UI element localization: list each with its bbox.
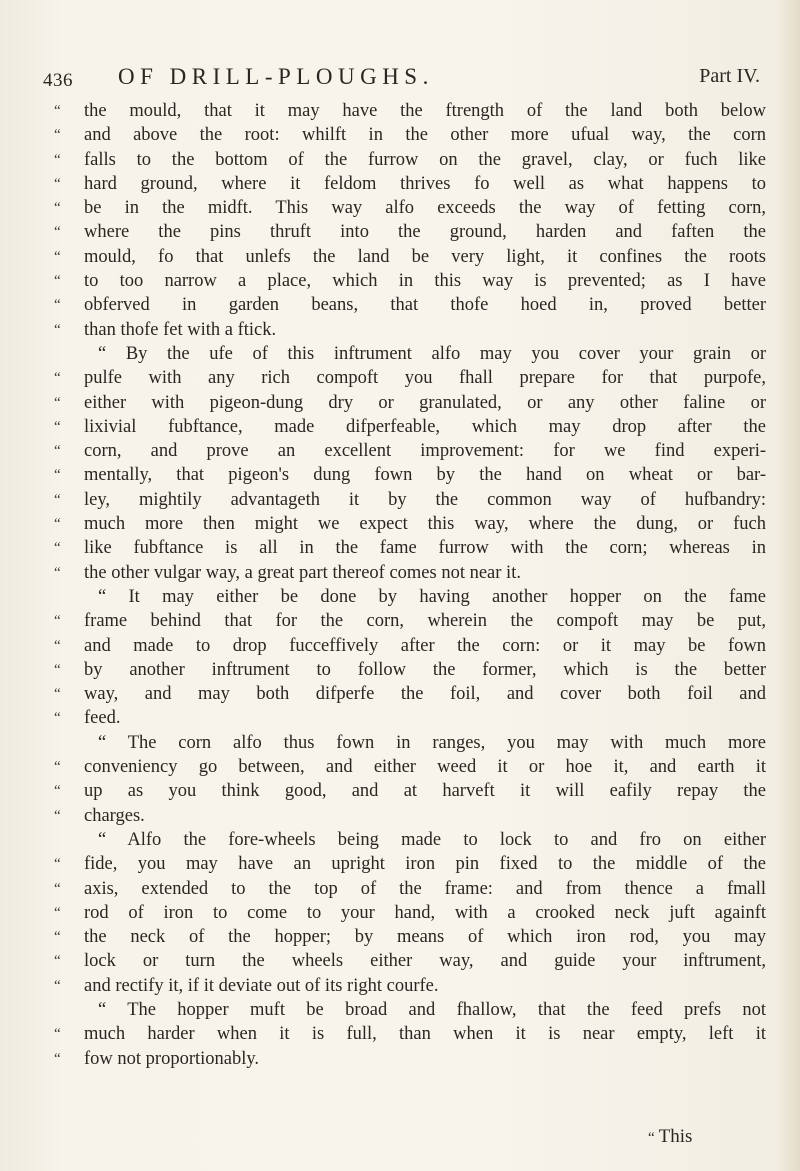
quote-mark: “: [54, 661, 61, 678]
text-line: [28, 804, 768, 828]
text-line: [28, 220, 768, 244]
line-text: axis, extended to the top of the frame: and from thence a fmall: [84, 878, 766, 899]
text-line: [28, 877, 768, 901]
line-text: lock or turn the wheels either way, and guide your inftrument,: [84, 951, 766, 972]
line-text: and made to drop fucceffively after the corn: or it may be fown: [84, 635, 766, 656]
text-line: [28, 828, 768, 852]
page-edge-shadow: [776, 0, 800, 1171]
line-text: charges.: [84, 805, 145, 826]
text-line: [28, 949, 768, 973]
line-text: “ The hopper muft be broad and fhallow, that the feed prefs not: [98, 999, 766, 1020]
line-text: frame behind that for the corn, wherein the compoft may be put,: [84, 611, 766, 632]
quote-mark: “: [54, 516, 61, 533]
line-text: ley, mightily advantageth it by the common way of hufbandry:: [84, 489, 766, 510]
line-text: falls to the bottom of the furrow on the gravel, clay, or fuch like: [84, 149, 766, 170]
running-title: OF DRILL-PLOUGHS.: [118, 64, 434, 89]
page-header: [43, 60, 760, 100]
text-line: [28, 974, 768, 998]
quote-mark: “: [54, 953, 61, 970]
text-line: [28, 682, 768, 706]
body-text: [28, 99, 768, 1071]
quote-mark: “: [54, 491, 61, 508]
text-line: [28, 439, 768, 463]
text-line: [28, 196, 768, 220]
quote-mark: “: [54, 759, 61, 776]
line-text: much more then might we expect this way, where the dung, or fuch: [84, 514, 766, 535]
line-text: conveniency go between, and either weed it or hoe it, and earth it: [84, 757, 766, 778]
line-text: “ By the ufe of this inftrument alfo may you cover your grain or: [98, 343, 766, 364]
line-text: mould, fo that unlefs the land be very light, it confines the roots: [84, 246, 766, 267]
text-line: [28, 318, 768, 342]
line-text: and above the root: whilft in the other more ufual way, the corn: [84, 125, 766, 146]
quote-mark: “: [54, 637, 61, 654]
text-line: [28, 342, 768, 366]
text-line: [28, 1022, 768, 1046]
line-text: by another inftrument to follow the former, which is the better: [84, 659, 766, 680]
line-text: “ Alfo the fore-wheels being made to lock to and fro on either: [98, 829, 766, 850]
line-text: rod of iron to come to your hand, with a crooked neck juft againft: [84, 902, 766, 923]
quote-mark: “: [54, 686, 61, 703]
line-text: be in the midft. This way alfo exceeds the way of fetting corn,: [84, 198, 766, 219]
line-text: like fubftance is all in the fame furrow with the corn; whereas in: [84, 538, 766, 559]
text-line: [28, 1047, 768, 1071]
quote-mark: “: [54, 418, 61, 435]
quote-mark: “: [54, 200, 61, 217]
line-text: and rectify it, if it deviate out of its right courfe.: [84, 975, 439, 996]
text-line: [28, 99, 768, 123]
text-line: [28, 415, 768, 439]
quote-mark: “: [54, 1050, 61, 1067]
quote-mark: “: [54, 467, 61, 484]
quote-mark: “: [54, 807, 61, 824]
quote-mark: “: [54, 103, 61, 119]
line-text: the mould, that it may have the ftrength of the land both below: [84, 101, 766, 121]
text-line: [28, 172, 768, 196]
line-text: corn, and prove an excellent improvement: for we find experi-: [84, 441, 766, 462]
text-line: [28, 779, 768, 803]
text-line: [28, 925, 768, 949]
quote-mark: “: [54, 880, 61, 897]
quote-mark: “: [54, 856, 61, 873]
quote-mark: “: [54, 904, 61, 921]
text-line: [28, 488, 768, 512]
quote-mark: “: [54, 273, 61, 290]
line-text: the neck of the hopper; by means of which iron rod, you may: [84, 927, 766, 948]
text-line: [28, 123, 768, 147]
quote-mark: “: [54, 929, 61, 946]
line-text: hard ground, where it feldom thrives fo well as what happens to: [84, 173, 766, 194]
text-line: [28, 852, 768, 876]
text-line: [28, 755, 768, 779]
text-line: [28, 148, 768, 172]
quote-mark: “: [54, 394, 61, 411]
page-number: 436: [43, 70, 73, 91]
line-text: “ The corn alfo thus fown in ranges, you may with much more: [98, 732, 766, 753]
text-line: [28, 366, 768, 390]
line-text: fide, you may have an upright iron pin fixed to the middle of the: [84, 854, 766, 875]
line-text: where the pins thruft into the ground, harden and faften the: [84, 222, 766, 243]
line-text: pulfe with any rich compoft you fhall prepare for that purpofe,: [84, 368, 766, 389]
line-text: feed.: [84, 708, 121, 729]
quote-mark: “: [54, 370, 61, 387]
quote-mark: “: [54, 297, 61, 314]
text-line: [28, 585, 768, 609]
line-text: either with pigeon-dung dry or granulated, or any other faline or: [84, 392, 766, 413]
part-label: Part IV.: [699, 65, 760, 87]
quote-mark: “: [54, 783, 61, 800]
line-text: the other vulgar way, a great part thereof comes not near it.: [84, 562, 521, 583]
text-line: [28, 609, 768, 633]
text-line: [28, 269, 768, 293]
quote-mark: “: [54, 248, 61, 265]
text-line: [28, 706, 768, 730]
text-line: [28, 245, 768, 269]
line-text: mentally, that pigeon's dung fown by the hand on wheat or bar-: [84, 465, 766, 486]
text-line: [28, 731, 768, 755]
text-line: [28, 658, 768, 682]
catchword-text: This: [658, 1126, 693, 1147]
quote-mark: “: [54, 151, 61, 168]
line-text: to too narrow a place, which in this way is prevented; as I have: [84, 271, 766, 292]
line-text: up as you think good, and at harveft it will eafily repay the: [84, 781, 766, 802]
quote-mark: “: [54, 127, 61, 144]
catchword-quote-mark: “: [648, 1130, 655, 1146]
line-text: than thofe fet with a ftick.: [84, 319, 277, 340]
text-line: [28, 293, 768, 317]
quote-mark: “: [54, 710, 61, 727]
text-line: [28, 391, 768, 415]
text-line: [28, 634, 768, 658]
text-line: [28, 512, 768, 536]
line-text: fow not proportionably.: [84, 1048, 260, 1069]
quote-mark: “: [54, 175, 61, 192]
text-line: [28, 901, 768, 925]
text-line: [28, 998, 768, 1022]
text-line: [28, 536, 768, 560]
quote-mark: “: [54, 613, 61, 630]
quote-mark: “: [54, 443, 61, 460]
quote-mark: “: [54, 321, 61, 338]
line-text: way, and may both difperfe the foil, and cover both foil and: [84, 684, 766, 705]
text-line: [28, 561, 768, 585]
quote-mark: “: [54, 1026, 61, 1043]
quote-mark: “: [54, 977, 61, 994]
line-text: obferved in garden beans, that thofe hoed in, proved better: [84, 295, 766, 316]
quote-mark: “: [54, 564, 61, 581]
line-text: lixivial fubftance, made difperfeable, which may drop after the: [84, 416, 766, 437]
quote-mark: “: [54, 540, 61, 557]
line-text: much harder when it is full, than when it is near empty, left it: [84, 1024, 766, 1045]
line-text: “ It may either be done by having another hopper on the fame: [98, 586, 766, 607]
catchword: [648, 1126, 692, 1148]
quote-mark: “: [54, 224, 61, 241]
text-line: [28, 463, 768, 487]
